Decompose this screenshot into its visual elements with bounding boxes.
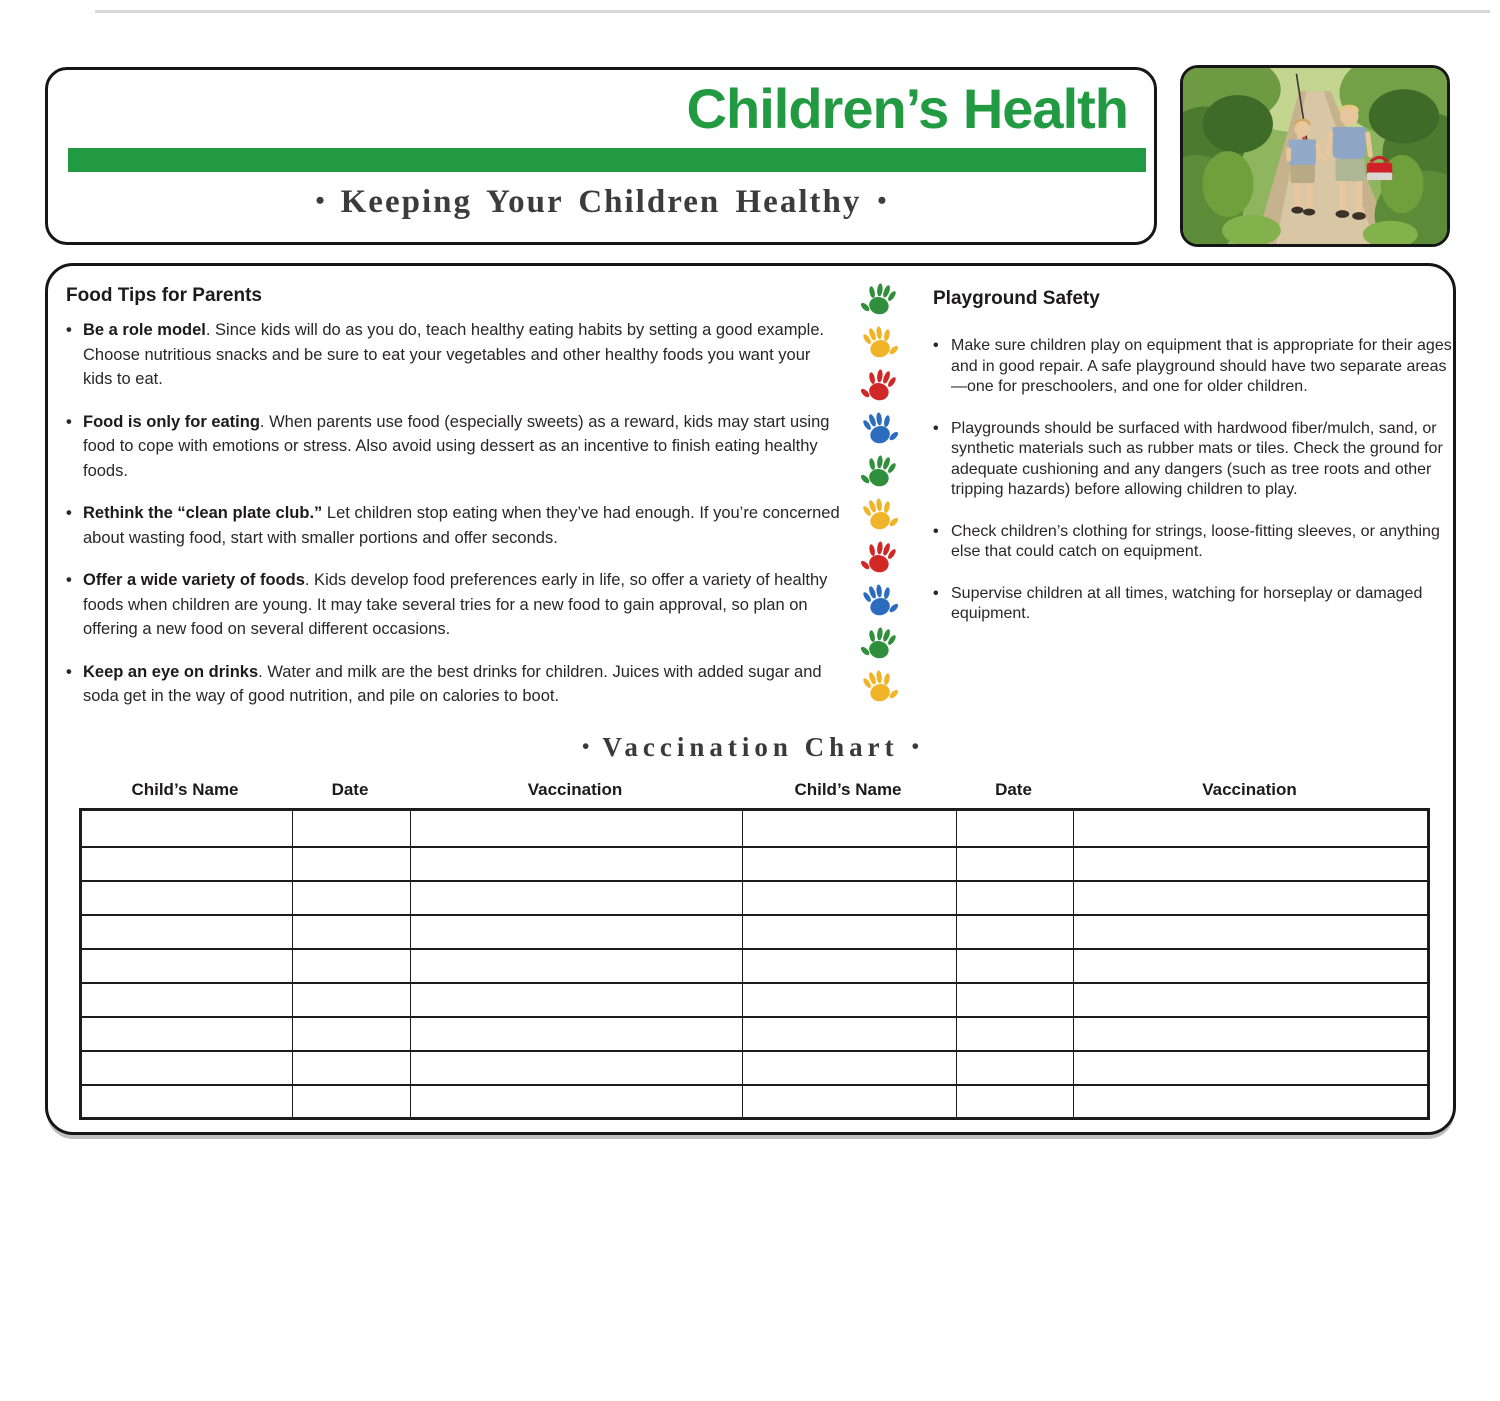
table-cell bbox=[81, 1017, 293, 1051]
handprint-column bbox=[848, 280, 910, 710]
table-cell bbox=[957, 881, 1074, 915]
food-tip-lead: Keep an eye on drinks bbox=[83, 662, 259, 681]
table-cell bbox=[1074, 1017, 1429, 1051]
table-cell bbox=[81, 1051, 293, 1085]
playground-item bbox=[933, 522, 1455, 563]
playground-text: Supervise children at all times, watching for horseplay or damaged equipment. bbox=[951, 584, 1423, 622]
table-cell bbox=[743, 915, 957, 949]
table-cell bbox=[411, 810, 743, 847]
table-cell bbox=[411, 847, 743, 881]
photo-two-boys-walking bbox=[1183, 68, 1447, 244]
food-tip-item bbox=[66, 501, 844, 550]
playground-text: Make sure children play on equipment that is appropriate for their ages and in good repair. A safe playground should have two separate areas—one for preschoolers, and one for older children. bbox=[951, 337, 1452, 395]
table-cell bbox=[411, 1085, 743, 1119]
table-cell bbox=[293, 881, 411, 915]
page-title: Children’s Health bbox=[686, 77, 1128, 140]
bullet-icon: • bbox=[933, 419, 939, 437]
food-tips-section bbox=[66, 285, 844, 709]
table-cell bbox=[1074, 847, 1429, 881]
table-cell bbox=[957, 810, 1074, 847]
table-row bbox=[81, 915, 1429, 949]
table-cell bbox=[411, 1051, 743, 1085]
table-cell bbox=[293, 915, 411, 949]
column-header: Date bbox=[995, 780, 1032, 799]
subtitle-text: Keeping Your Children Healthy bbox=[340, 184, 862, 220]
column-header: Date bbox=[331, 780, 369, 799]
handprint-icon bbox=[859, 280, 900, 321]
bullet-icon: • bbox=[66, 504, 72, 522]
table-cell bbox=[743, 810, 957, 847]
food-tip-text: Let children stop eating when they’ve had enough. If you’re concerned about wasting food, start with smaller portions and offer seconds. bbox=[83, 504, 840, 547]
food-tip-text: . Kids develop food preferences early in life, so offer a variety of healthy foods when children are young. It may take several tries for a new food to gain approval, so plan on offering a new food on several different occasions. bbox=[83, 571, 828, 638]
handprint-icon bbox=[859, 667, 900, 708]
table-cell bbox=[1074, 1051, 1429, 1085]
playground-item bbox=[933, 419, 1455, 501]
table-cell bbox=[1074, 949, 1429, 983]
subtitle-dot-right: • bbox=[877, 186, 887, 215]
table-cell bbox=[293, 983, 411, 1017]
table-cell bbox=[743, 847, 957, 881]
table-cell bbox=[1074, 810, 1429, 847]
column-header: Child’s Name bbox=[131, 780, 239, 799]
table-cell bbox=[1074, 915, 1429, 949]
table-cell bbox=[293, 847, 411, 881]
playground-text: Check children’s clothing for strings, loose-fitting sleeves, or anything else that could catch on equipment. bbox=[951, 522, 1440, 560]
handprint-icon bbox=[859, 409, 900, 450]
table-cell bbox=[81, 847, 293, 881]
food-tip-lead: Food is only for eating bbox=[83, 412, 260, 431]
photo-frame bbox=[1180, 65, 1450, 247]
table-cell bbox=[743, 1051, 957, 1085]
page-subtitle bbox=[48, 184, 1154, 221]
table-cell bbox=[293, 1017, 411, 1051]
food-tip-lead: Rethink the “clean plate club.” bbox=[83, 504, 323, 522]
scan-artifact-line bbox=[95, 10, 1490, 13]
vaccination-title-text: Vaccination Chart bbox=[602, 732, 899, 762]
vaccination-chart-title bbox=[48, 732, 1453, 763]
table-cell bbox=[81, 810, 293, 847]
table-cell bbox=[743, 1085, 957, 1119]
food-tip-lead: Be a role model bbox=[83, 321, 206, 339]
food-tip-item bbox=[66, 568, 844, 642]
table-cell bbox=[81, 949, 293, 983]
table-cell bbox=[293, 949, 411, 983]
table-cell bbox=[743, 1017, 957, 1051]
column-header: Vaccination bbox=[527, 780, 623, 799]
handprint-icon bbox=[859, 495, 900, 536]
table-cell bbox=[957, 847, 1074, 881]
handprint-icon bbox=[859, 581, 900, 622]
table-cell bbox=[293, 810, 411, 847]
bullet-icon: • bbox=[66, 571, 72, 589]
table-row bbox=[81, 949, 1429, 983]
vaccination-table bbox=[79, 808, 1430, 1120]
playground-safety-list bbox=[933, 336, 1455, 625]
table-cell bbox=[957, 983, 1074, 1017]
bullet-icon: • bbox=[66, 321, 72, 339]
food-tip-item bbox=[66, 318, 844, 392]
table-cell bbox=[81, 1085, 293, 1119]
food-tips-list bbox=[66, 318, 844, 709]
food-tip-item bbox=[66, 410, 844, 484]
bullet-icon: • bbox=[933, 584, 939, 602]
vaccination-table-headers bbox=[79, 780, 1427, 800]
bullet-icon: • bbox=[66, 662, 72, 681]
table-cell bbox=[81, 881, 293, 915]
table-cell bbox=[411, 881, 743, 915]
table-cell bbox=[411, 983, 743, 1017]
table-cell bbox=[743, 949, 957, 983]
playground-item bbox=[933, 584, 1455, 625]
handprint-icon bbox=[859, 323, 900, 364]
table-cell bbox=[957, 1017, 1074, 1051]
table-cell bbox=[293, 1051, 411, 1085]
food-tip-text: . Since kids will do as you do, teach healthy eating habits by setting a good example. Choose nutritious snacks and be sure to eat your vegetables and other healthy foods you want your kids to eat. bbox=[83, 321, 825, 388]
handprint-icon bbox=[859, 624, 900, 665]
column-header: Vaccination bbox=[1202, 780, 1297, 799]
bullet-icon: • bbox=[933, 522, 939, 540]
table-cell bbox=[411, 949, 743, 983]
table-cell bbox=[81, 915, 293, 949]
table-row bbox=[81, 847, 1429, 881]
food-tip-lead: Offer a wide variety of foods bbox=[83, 571, 305, 589]
table-cell bbox=[411, 1017, 743, 1051]
table-cell bbox=[743, 983, 957, 1017]
table-row bbox=[81, 1017, 1429, 1051]
table-cell bbox=[1074, 983, 1429, 1017]
table-cell bbox=[1074, 1085, 1429, 1119]
table-cell bbox=[1074, 881, 1429, 915]
handprint-icon bbox=[859, 538, 900, 579]
food-tip-text: . When parents use food (especially sweets) as a reward, kids may start using food to cope with emotions or stress. Also avoid using dessert as an incentive to finish eating healthy foods. bbox=[83, 412, 830, 480]
header-panel bbox=[45, 67, 1157, 245]
food-tip-item bbox=[66, 660, 844, 709]
table-row bbox=[81, 881, 1429, 915]
title-dot-right: • bbox=[911, 734, 919, 758]
table-cell bbox=[957, 949, 1074, 983]
bullet-icon: • bbox=[66, 412, 72, 431]
playground-item bbox=[933, 336, 1455, 398]
table-row bbox=[81, 1085, 1429, 1119]
table-cell bbox=[81, 983, 293, 1017]
table-cell bbox=[743, 881, 957, 915]
table-cell bbox=[957, 1051, 1074, 1085]
title-dot-left: • bbox=[582, 734, 590, 758]
column-header: Child’s Name bbox=[794, 780, 902, 799]
food-tips-heading: Food Tips for Parents bbox=[66, 285, 263, 306]
table-cell bbox=[411, 915, 743, 949]
subtitle-dot-left: • bbox=[315, 186, 325, 215]
playground-safety-section bbox=[933, 288, 1455, 625]
table-row bbox=[81, 983, 1429, 1017]
playground-text: Playgrounds should be surfaced with hardwood fiber/mulch, sand, or synthetic materials such as rubber mats or tiles. Check the ground for adequate cushioning and any dangers (such as tree roots and other tripping hazards) before allowing children to play. bbox=[951, 419, 1443, 498]
table-cell bbox=[957, 1085, 1074, 1119]
content-panel bbox=[45, 263, 1456, 1135]
green-bar bbox=[68, 148, 1146, 172]
table-cell bbox=[293, 1085, 411, 1119]
food-tip-text: . Water and milk are the best drinks for children. Juices with added sugar and soda get in the way of good nutrition, and pile on calories to boot. bbox=[83, 662, 822, 705]
table-row bbox=[81, 1051, 1429, 1085]
table-cell bbox=[957, 915, 1074, 949]
table-row bbox=[81, 810, 1429, 847]
handprint-icon bbox=[859, 452, 900, 493]
playground-safety-heading: Playground Safety bbox=[933, 288, 1100, 309]
bullet-icon: • bbox=[933, 337, 939, 354]
handprint-icon bbox=[859, 366, 900, 407]
